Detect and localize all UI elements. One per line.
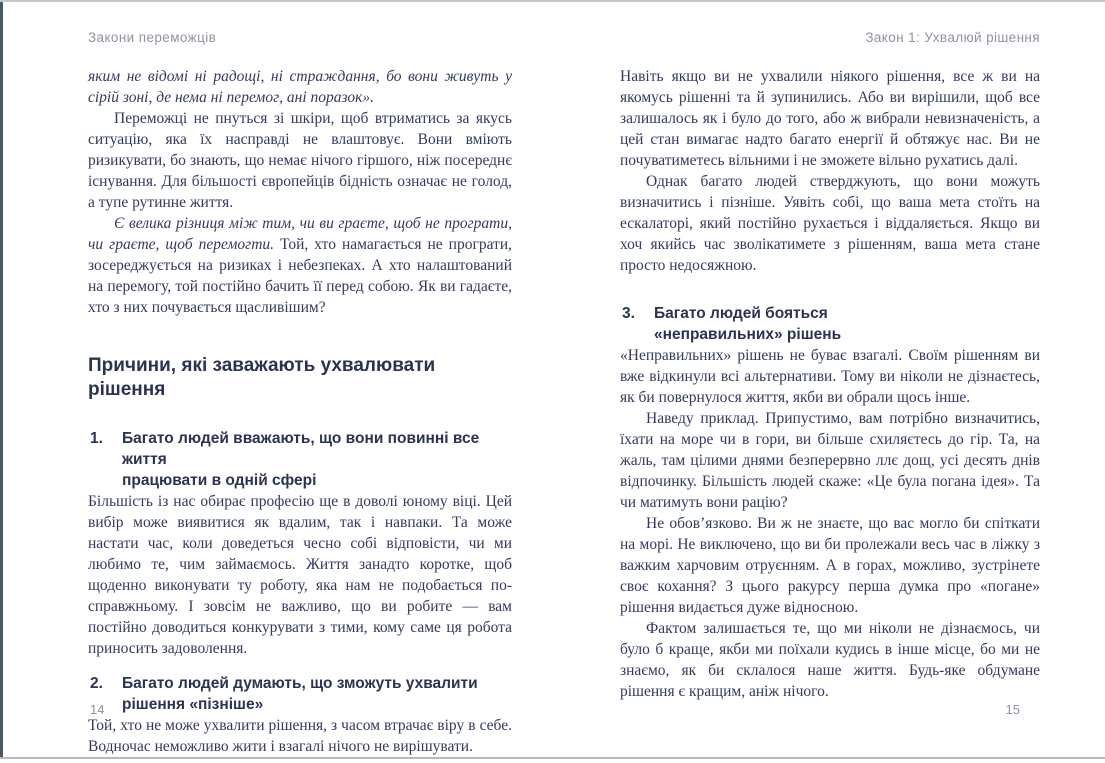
paragraph-no-decision: Навіть якщо ви не ухвалили ніякого рішення, все ж ви на якомусь рішенні та й зупинились. Або ви вирішили, щоб все залишалось як і було до того, або ж вибрали невизначеність, а цей стан вимагає надто багато енергії й обтяжує нас. Ви не почуватиметесь вільними і не зможете вільно рухатись далі.: [620, 68, 1040, 169]
paragraph-winners: Переможці не пнуться зі шкіри, щоб втриматись за якусь ситуацію, яка їх насправді не влаштовує. Вони вміють ризикувати, бо знають, що немає нічого гіршого, ніж посереднє існування. Для більшості європейців бідність означає не голод, а тупе рутинне життя.: [88, 110, 512, 211]
item-3-title-line1: Багато людей бояться: [654, 305, 828, 322]
item-3-number: 3.: [622, 305, 635, 322]
book-page-left: [88, 0, 512, 763]
running-head-book-title: Закони переможців: [88, 30, 217, 45]
numbered-item-3-heading: [620, 303, 1040, 345]
item-1-title-line1: Багато людей вважають, що вони повинні все життя: [122, 430, 480, 468]
item-3-title-line2: «неправильних» рішень: [654, 326, 842, 343]
item-1-number: 1.: [90, 430, 103, 447]
item-2-number: 2.: [90, 675, 103, 692]
page-number-left: 14: [90, 702, 105, 717]
item-3-body-paragraph-4: Фактом залишається те, що ми ніколи не дізнаємось, чи було б краще, якби ми поїхали кудись в інше місце, бо ми не знаємо, як би склалося наше життя. Будь-яке обдумане рішення є кращим, аніж нічого.: [620, 620, 1040, 700]
right-page-content: [620, 66, 1040, 702]
item-1-title-line2: працювати в одній сфері: [122, 472, 317, 489]
paragraph-escalator: Однак багато людей стверджують, що вони можуть визначитись і пізніше. Уявіть собі, що ваша мета стоїть на ескалаторі, який постійно рухається і віддаляється. Якщо ви хоч якийсь час зволікатимете з рішенням, ваша мета стане просто недосяжною.: [620, 173, 1040, 274]
paragraph-play-to-win: [88, 213, 512, 318]
numbered-item-2: [88, 673, 512, 757]
section-heading-reasons: Причини, які заважають ухвалювати рішення: [88, 355, 436, 400]
item-2-title-line2: рішення «пізніше»: [122, 696, 264, 713]
item-2-title-line1: Багато людей думають, що зможуть ухвалити: [122, 675, 478, 692]
item-2-body: Той, хто не може ухвалити рішення, з часом втрачає віру в себе. Водночас неможливо жити і взагалі нічого не вирішувати.: [88, 717, 512, 755]
item-1-body: Більшість із нас обирає професію ще в доволі юному віці. Цей вибір може виявитися як вдалим, так і навпаки. Та може настати час, коли доведеться чесно собі відповісти, чи ми любимо те, чим займаємось. Життя занадто коротке, щоб щоденно виконувати ту роботу, яка нам не подобається по-справжньому. І зовсім не важливо, що ви робите — вам постійно доводиться конкурувати з тими, кому саме ця робота приносить задоволення.: [88, 493, 512, 657]
item-3-body-paragraph-1: «Неправильних» рішень не буває взагалі. Своїм рішенням ви вже відкинули всі альтернативи. Тому ви ніколи не дізнаєтесь, як би повернулося життя, якби ви обрали щось інше.: [620, 347, 1040, 406]
item-3-body-paragraph-2: Наведу приклад. Припустимо, вам потрібно визначитись, їхати на море чи в гори, ви більше схиляєтесь до гір. Та, на жаль, там цілими днями безперервно ллє дощ, усі десять днів відпочинку. Більшість людей скаже: «Це була погана ідея». Та чи матимуть вони рацію?: [620, 410, 1040, 511]
page-number-right: 15: [1005, 702, 1020, 717]
paragraph-intro-continuation: яким не відомі ні радощі, ні страждання, бо вони живуть у сірій зоні, де нема ні перемог, ані поразок».: [88, 68, 512, 106]
left-page-content: [88, 66, 512, 757]
numbered-item-3: [620, 303, 1040, 702]
running-head-chapter-title: Закон 1: Ухвалюй рішення: [865, 30, 1040, 45]
numbered-item-1: [88, 428, 512, 659]
item-3-body-paragraph-3: Не обов’язково. Ви ж не знаєте, що вас могло би спіткати на морі. Не виключено, що ви би пролежали весь час в ліжку з важким харчовим отруєнням. А в горах, можливо, зустрінете своє кохання? З цього ракурсу перша думка про «погане» рішення видається дуже відносною.: [620, 515, 1040, 616]
viewport-left-border: [0, 2, 3, 757]
book-page-right: [620, 0, 1040, 763]
numbered-item-1-heading: [88, 428, 512, 491]
numbered-item-2-heading: [88, 673, 512, 715]
paragraph-play-to-win-rest: Той, хто намагається не програти, зосереджується на ризиках і небезпеках. А хто налаштований на перемогу, той постійно бачить її перед собою. Як ви гадаєте, хто з них почувається щасливішим?: [88, 236, 512, 316]
paragraph-play-to-win-italic: Є велика різниця між тим, чи ви граєте, щоб не програти, чи граєте, щоб перемогти.: [88, 215, 512, 253]
